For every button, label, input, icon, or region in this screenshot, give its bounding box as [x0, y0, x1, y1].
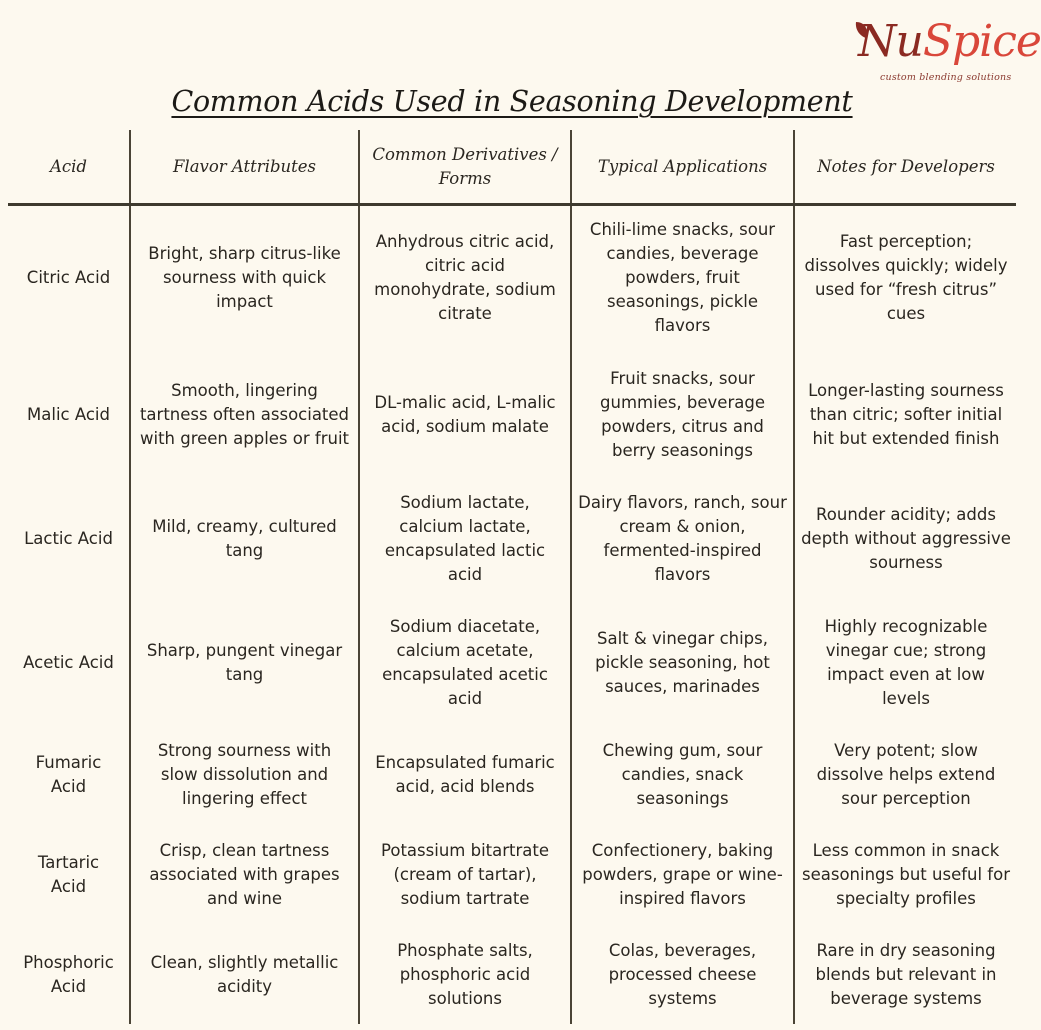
logo-spice: Spice: [922, 16, 1041, 67]
acid-name: Phosphoric Acid: [23, 953, 114, 996]
developer-notes: Rounder acidity; adds depth without aggressive sourness: [801, 505, 1011, 572]
common-derivatives: DL-malic acid, L-malic acid, sodium malate: [374, 393, 556, 436]
typical-applications: Dairy flavors, ranch, sour cream & onion, fermented-inspired flavors: [578, 493, 787, 584]
common-derivatives: Phosphate salts, phosphoric acid solutions: [397, 941, 533, 1008]
page-title: [0, 80, 1024, 124]
header-acid: Acid: [50, 156, 87, 176]
logo-nu: Nu: [858, 16, 923, 67]
acid-name: Acetic Acid: [23, 653, 114, 672]
flavor-attributes: Smooth, lingering tartness often associated with green apples or fruit: [139, 381, 350, 448]
developer-notes: Highly recognizable vinegar cue; strong impact even at low levels: [824, 617, 988, 708]
developer-notes: Very potent; slow dissolve helps extend sour perception: [816, 741, 996, 808]
typical-applications: Salt & vinegar chips, pickle seasoning, hot sauces, marinades: [595, 629, 770, 696]
developer-notes: Rare in dry seasoning blends but relevant in beverage systems: [815, 941, 997, 1008]
typical-applications: Fruit snacks, sour gummies, beverage powders, citrus and berry seasonings: [600, 369, 765, 460]
logo-wordmark: [858, 14, 1041, 70]
header-flavor-attributes: Flavor Attributes: [172, 156, 317, 176]
typical-applications: Confectionery, baking powders, grape or wine-inspired flavors: [582, 841, 783, 908]
header-notes-for-developers: Notes for Developers: [817, 156, 995, 176]
flavor-attributes: Clean, slightly metallic acidity: [150, 953, 339, 996]
typical-applications: Colas, beverages, processed cheese systems: [608, 941, 757, 1008]
common-derivatives: Encapsulated fumaric acid, acid blends: [375, 753, 555, 796]
nuspice-logo: [852, 14, 1041, 88]
typical-applications: Chewing gum, sour candies, snack seasonings: [602, 741, 763, 808]
acid-name: Citric Acid: [26, 268, 111, 287]
developer-notes: Fast perception; dissolves quickly; widely used for “fresh citrus” cues: [804, 232, 1008, 323]
developer-notes: Less common in snack seasonings but useful for specialty profiles: [802, 841, 1010, 908]
logo-tagline: custom blending solutions: [880, 72, 1012, 83]
acid-name: Lactic Acid: [24, 529, 113, 548]
common-derivatives: Sodium diacetate, calcium acetate, encapsulated acetic acid: [382, 617, 548, 708]
flavor-attributes: Strong sourness with slow dissolution and lingering effect: [157, 741, 332, 808]
header-common-derivatives: Common Derivatives / Forms: [372, 144, 558, 188]
common-derivatives: Anhydrous citric acid, citric acid monohydrate, sodium citrate: [374, 232, 556, 323]
flavor-attributes: Sharp, pungent vinegar tang: [146, 641, 343, 684]
flavor-attributes: Crisp, clean tartness associated with grapes and wine: [149, 841, 340, 908]
flavor-attributes: Mild, creamy, cultured tang: [152, 517, 337, 560]
acid-name: Malic Acid: [27, 405, 110, 424]
header-typical-applications: Typical Applications: [597, 156, 768, 176]
common-derivatives: Potassium bitartrate (cream of tartar), sodium tartrate: [381, 841, 549, 908]
acid-name: Fumaric Acid: [35, 753, 102, 796]
common-derivatives: Sodium lactate, calcium lactate, encapsulated lactic acid: [384, 493, 546, 584]
typical-applications: Chili-lime snacks, sour candies, beverage powders, fruit seasonings, pickle flavors: [589, 220, 776, 335]
page-title-text: Common Acids Used in Seasoning Development: [171, 85, 853, 118]
header-divider: [8, 203, 1016, 206]
flavor-attributes: Bright, sharp citrus-like sourness with quick impact: [148, 244, 341, 311]
developer-notes: Longer-lasting sourness than citric; softer initial hit but extended finish: [808, 381, 1004, 448]
acid-name: Tartaric Acid: [37, 853, 100, 896]
